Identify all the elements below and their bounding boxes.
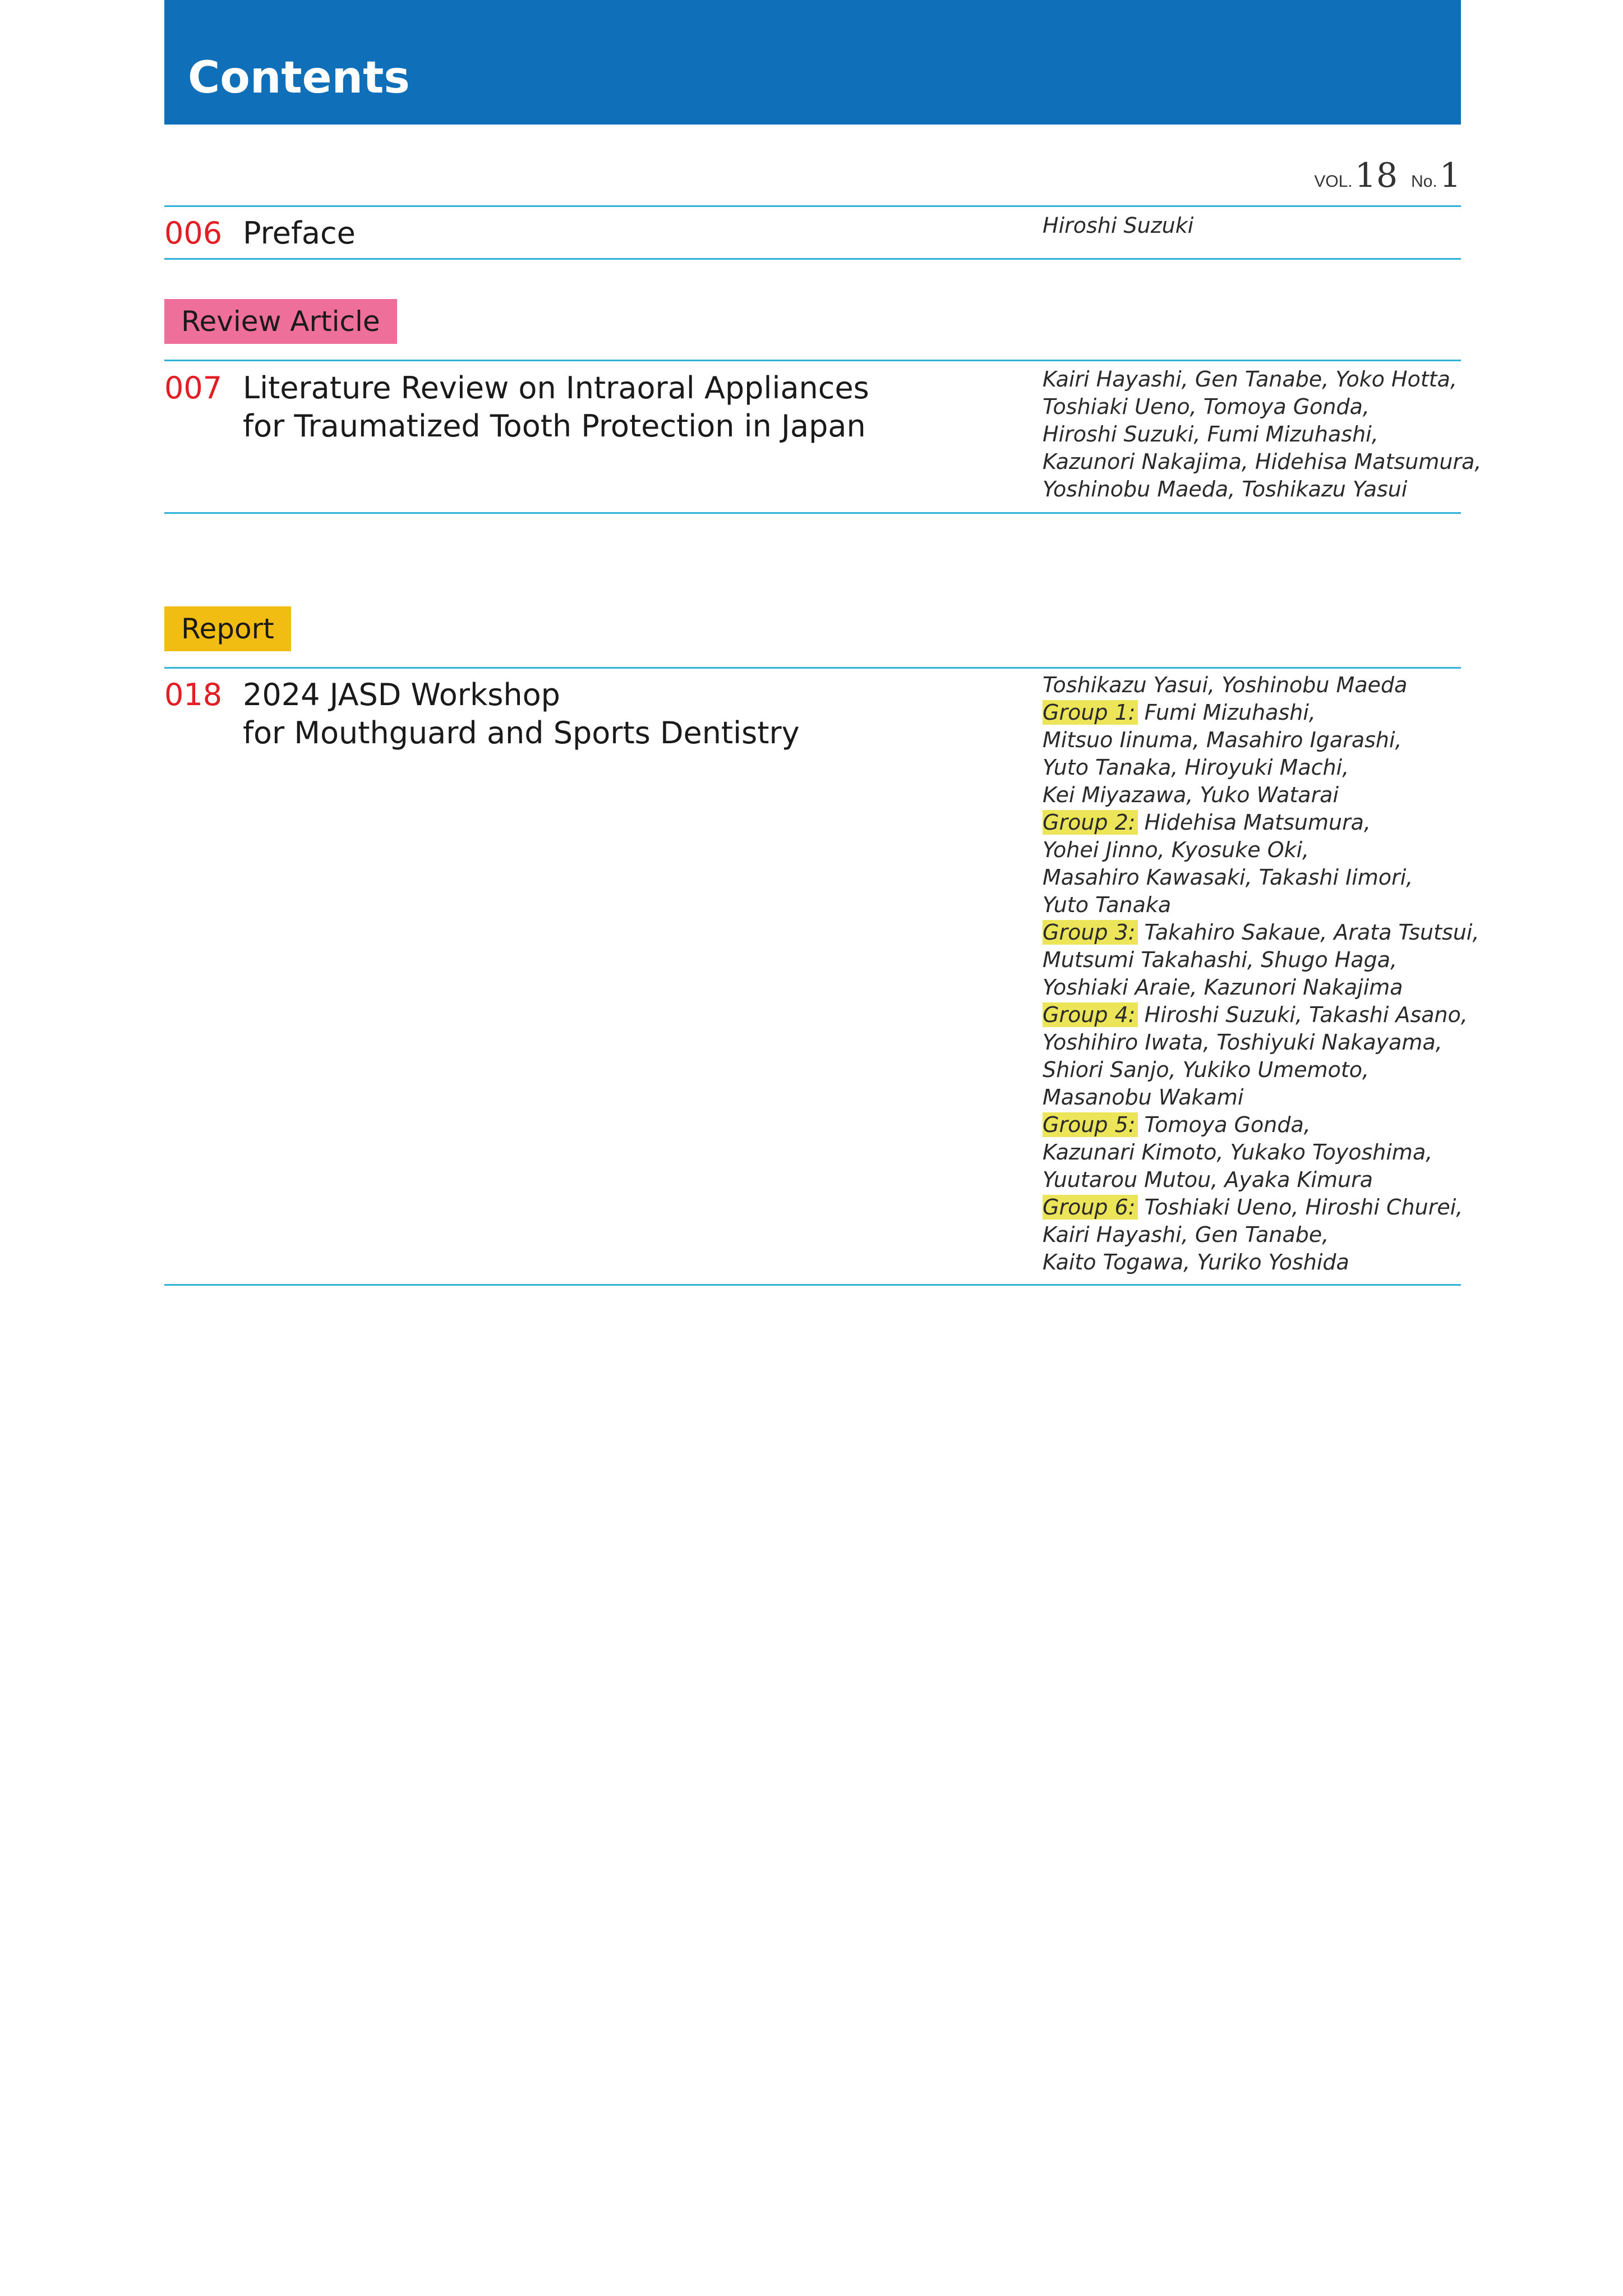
group-label: Group 4: <box>1043 1002 1138 1027</box>
entry-title: Literature Review on Intraoral Appliances for Traumatized Tooth Protection in Japan <box>243 370 869 444</box>
divider-rule <box>164 667 1461 669</box>
vol-number: 18 <box>1354 156 1398 195</box>
no-number: 1 <box>1439 156 1461 195</box>
author-list: Hiroshi Suzuki <box>1043 213 1194 238</box>
page-number: 007 <box>164 370 223 406</box>
divider-rule <box>164 512 1461 514</box>
section-tag-report: Report <box>164 606 291 651</box>
entry-title: Preface <box>243 215 356 251</box>
page-title: Contents <box>188 53 410 103</box>
group-label: Group 6: <box>1043 1195 1138 1220</box>
no-label: No. <box>1411 172 1437 191</box>
section-tag-review-article: Review Article <box>164 299 397 344</box>
divider-rule <box>164 360 1461 361</box>
group-label: Group 3: <box>1043 920 1138 945</box>
vol-label: VOL. <box>1314 172 1353 191</box>
header-bar <box>164 0 1461 125</box>
page-number: 018 <box>164 677 223 712</box>
divider-rule <box>164 1284 1461 1286</box>
divider-rule <box>164 258 1461 260</box>
issue-info <box>1314 156 1461 195</box>
group-label: Group 1: <box>1043 700 1138 725</box>
group-label: Group 2: <box>1043 810 1138 835</box>
page-number: 006 <box>164 215 223 251</box>
entry-title: 2024 JASD Workshop for Mouthguard and Sports Dentistry <box>243 677 800 751</box>
divider-rule <box>164 205 1461 207</box>
author-list: Kairi Hayashi, Gen Tanabe, Yoko Hotta, Toshiaki Ueno, Tomoya Gonda, Hiroshi Suzuki, Fumi Mizuhashi, Kazunori Nakajima, Hidehisa Matsumura, Yoshinobu Maeda, Toshikazu Yasui <box>1043 367 1482 501</box>
group-label: Group 5: <box>1043 1112 1138 1137</box>
author-list: Toshikazu Yasui, Yoshinobu Maeda Group 1: Fumi Mizuhashi, Mitsuo Iinuma, Masahiro Igarashi, Yuto Tanaka, Hiroyuki Machi, Kei Miyazawa, Yuko Watarai Group 2: Hidehisa Matsumura, Yohei Jinno, Kyosuke Oki, Masahiro Kawasaki, Takashi Iimori, Yuto Tanaka Group 3: Takahiro Sakaue, Arata Tsutsui, Mutsumi Takahashi, Shugo Haga, Yoshiaki Araie, Kazunori Nakajima Group 4: Hiroshi Suzuki, Takashi Asano, Yoshihiro Iwata, Toshiyuki Nakayama, Shiori Sanjo, Yukiko Umemoto, Masanobu Wakami Group 5: Tomoya Gonda, Kazunari Kimoto, Yukako Toyoshima, Yuutarou Mutou, Ayaka Kimura Group 6: Toshiaki Ueno, Hiroshi Churei, Kairi Hayashi, Gen Tanabe, Kaito Togawa, Yuriko Yoshida <box>1043 673 1479 1274</box>
